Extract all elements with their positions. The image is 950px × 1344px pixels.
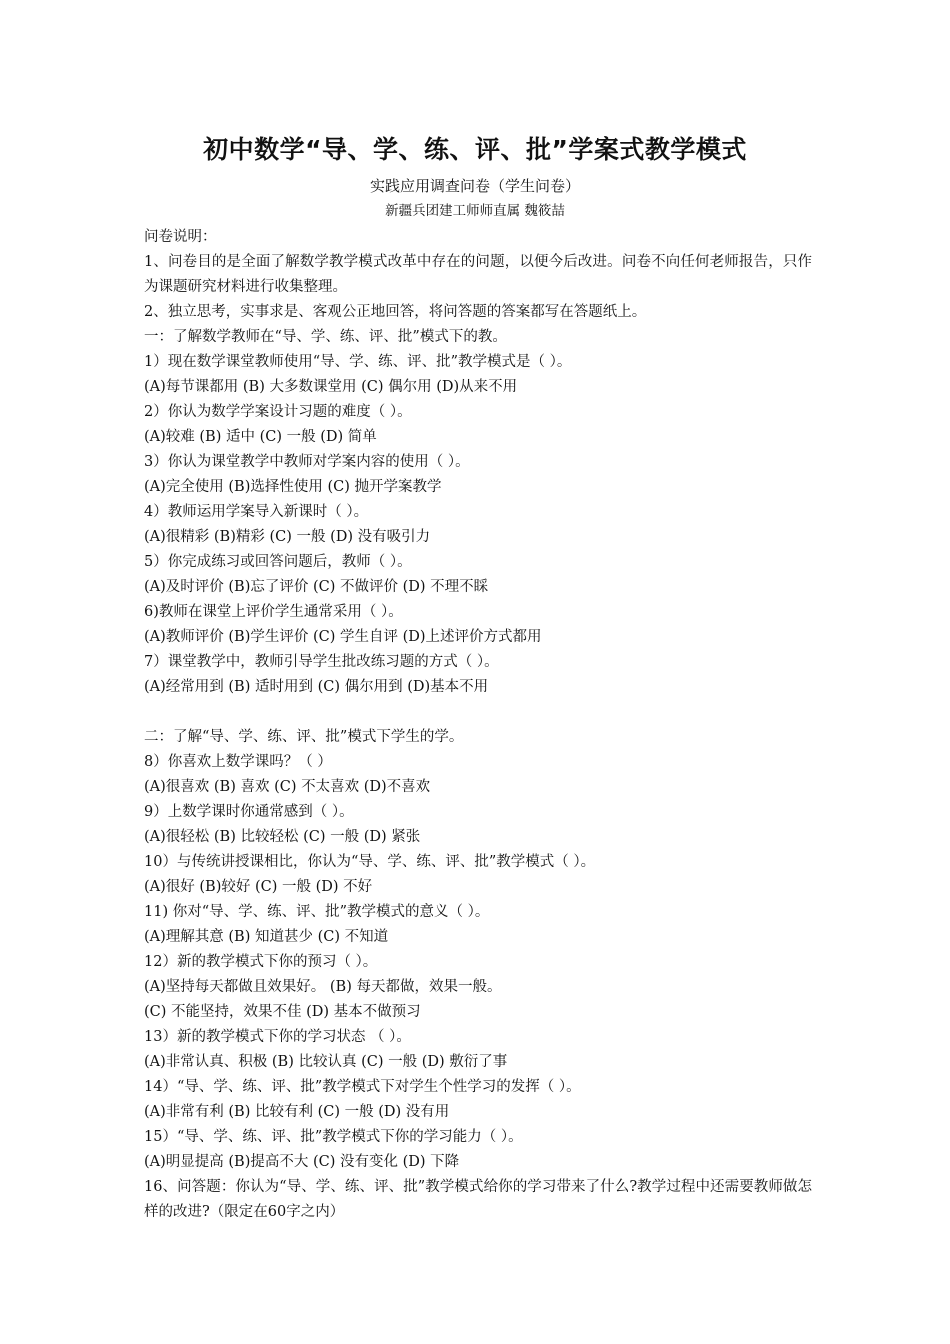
question-options: (A)经常用到 (B) 适时用到 (C) 偶尔用到 (D)基本不用 — [144, 679, 489, 695]
question-options: (A)很精彩 (B)精彩 (C) 一般 (D) 没有吸引力 — [144, 529, 431, 545]
intro-note-2: 2、独立思考，实事求是、客观公正地回答，将问答题的答案都写在答题纸上。 — [144, 304, 647, 320]
question-options: (A)非常有利 (B) 比较有利 (C) 一般 (D) 没有用 — [144, 1104, 450, 1120]
question-options: (A)理解其意 (B) 知道甚少 (C) 不知道 — [144, 929, 389, 945]
question-text: 3）你认为课堂教学中教师对学案内容的使用（ ）。 — [144, 454, 470, 470]
question-options: (C) 不能坚持，效果不佳 (D) 基本不做预习 — [144, 1004, 421, 1020]
question-text: 2）你认为数学学案设计习题的难度（ ）。 — [144, 404, 412, 420]
question-text: 6)教师在课堂上评价学生通常采用（ ）。 — [144, 604, 403, 620]
document-author: 新疆兵团建工师师直属 魏筱喆 — [385, 203, 565, 219]
question-text: 5）你完成练习或回答问题后，教师（ ）。 — [144, 554, 412, 570]
document-title: 初中数学“导、学、练、评、批”学案式教学模式 — [203, 135, 747, 164]
intro-heading: 问卷说明： — [144, 229, 217, 245]
question-text: 14）“导、学、练、评、批”教学模式下对学生个性学习的发挥（ ）。 — [144, 1079, 581, 1095]
open-question: 16、问答题：你认为“导、学、练、评、批”教学模式给你的学习带来了什么?教学过程中还需要教师做怎样的改进?（限定在60字之内） — [144, 1179, 812, 1220]
question-options: (A)较难 (B) 适中 (C) 一般 (D) 简单 — [144, 429, 377, 445]
question-options: (A)完全使用 (B)选择性使用 (C) 抛开学案教学 — [144, 479, 442, 495]
question-text: 11) 你对“导、学、练、评、批”教学模式的意义（ ）。 — [144, 904, 490, 920]
intro-note-1: 1、问卷目的是全面了解数学教学模式改革中存在的问题，以便今后改进。问卷不向任何老师报告，只作为课题研究材料进行收集整理。 — [144, 254, 812, 295]
question-text: 9）上数学课时你通常感到（ ）。 — [144, 804, 354, 820]
section-2-heading: 二：了解“导、学、练、评、批”模式下学生的学。 — [144, 729, 464, 745]
question-text: 7）课堂教学中，教师引导学生批改练习题的方式（ ）。 — [144, 654, 499, 670]
section-1-heading: 一：了解数学教师在“导、学、练、评、批”模式下的教。 — [144, 329, 507, 345]
question-text: 4）教师运用学案导入新课时（ ）。 — [144, 504, 369, 520]
question-options: (A)教师评价 (B)学生评价 (C) 学生自评 (D)上述评价方式都用 — [144, 629, 542, 645]
question-text: 8）你喜欢上数学课吗？（ ） — [144, 754, 332, 770]
question-text: 10）与传统讲授课相比，你认为“导、学、练、评、批”教学模式（ ）。 — [144, 854, 596, 870]
question-text: 15）“导、学、练、评、批”教学模式下你的学习能力（ ）。 — [144, 1129, 523, 1145]
question-options: (A)明显提高 (B)提高不大 (C) 没有变化 (D) 下降 — [144, 1154, 460, 1170]
question-text: 1）现在数学课堂教师使用“导、学、练、评、批”教学模式是（ ）。 — [144, 354, 572, 370]
question-text: 13）新的教学模式下你的学习状态 （ ）。 — [144, 1029, 411, 1045]
section-spacer — [144, 700, 812, 725]
question-text: 12）新的教学模式下你的预习（ ）。 — [144, 954, 378, 970]
question-options: (A)很轻松 (B) 比较轻松 (C) 一般 (D) 紧张 — [144, 829, 421, 845]
question-options: (A)及时评价 (B)忘了评价 (C) 不做评价 (D) 不理不睬 — [144, 579, 489, 595]
question-options: (A)每节课都用 (B) 大多数课堂用 (C) 偶尔用 (D)从来不用 — [144, 379, 518, 395]
document-body — [144, 225, 812, 1225]
question-options: (A)很好 (B)较好 (C) 一般 (D) 不好 — [144, 879, 373, 895]
document-subtitle: 实践应用调查问卷（学生问卷） — [369, 177, 580, 195]
question-options: (A)非常认真、积极 (B) 比较认真 (C) 一般 (D) 敷衍了事 — [144, 1054, 508, 1070]
question-options: (A)坚持每天都做且效果好。 (B) 每天都做，效果一般。 — [144, 979, 502, 995]
question-options: (A)很喜欢 (B) 喜欢 (C) 不太喜欢 (D)不喜欢 — [144, 779, 431, 795]
